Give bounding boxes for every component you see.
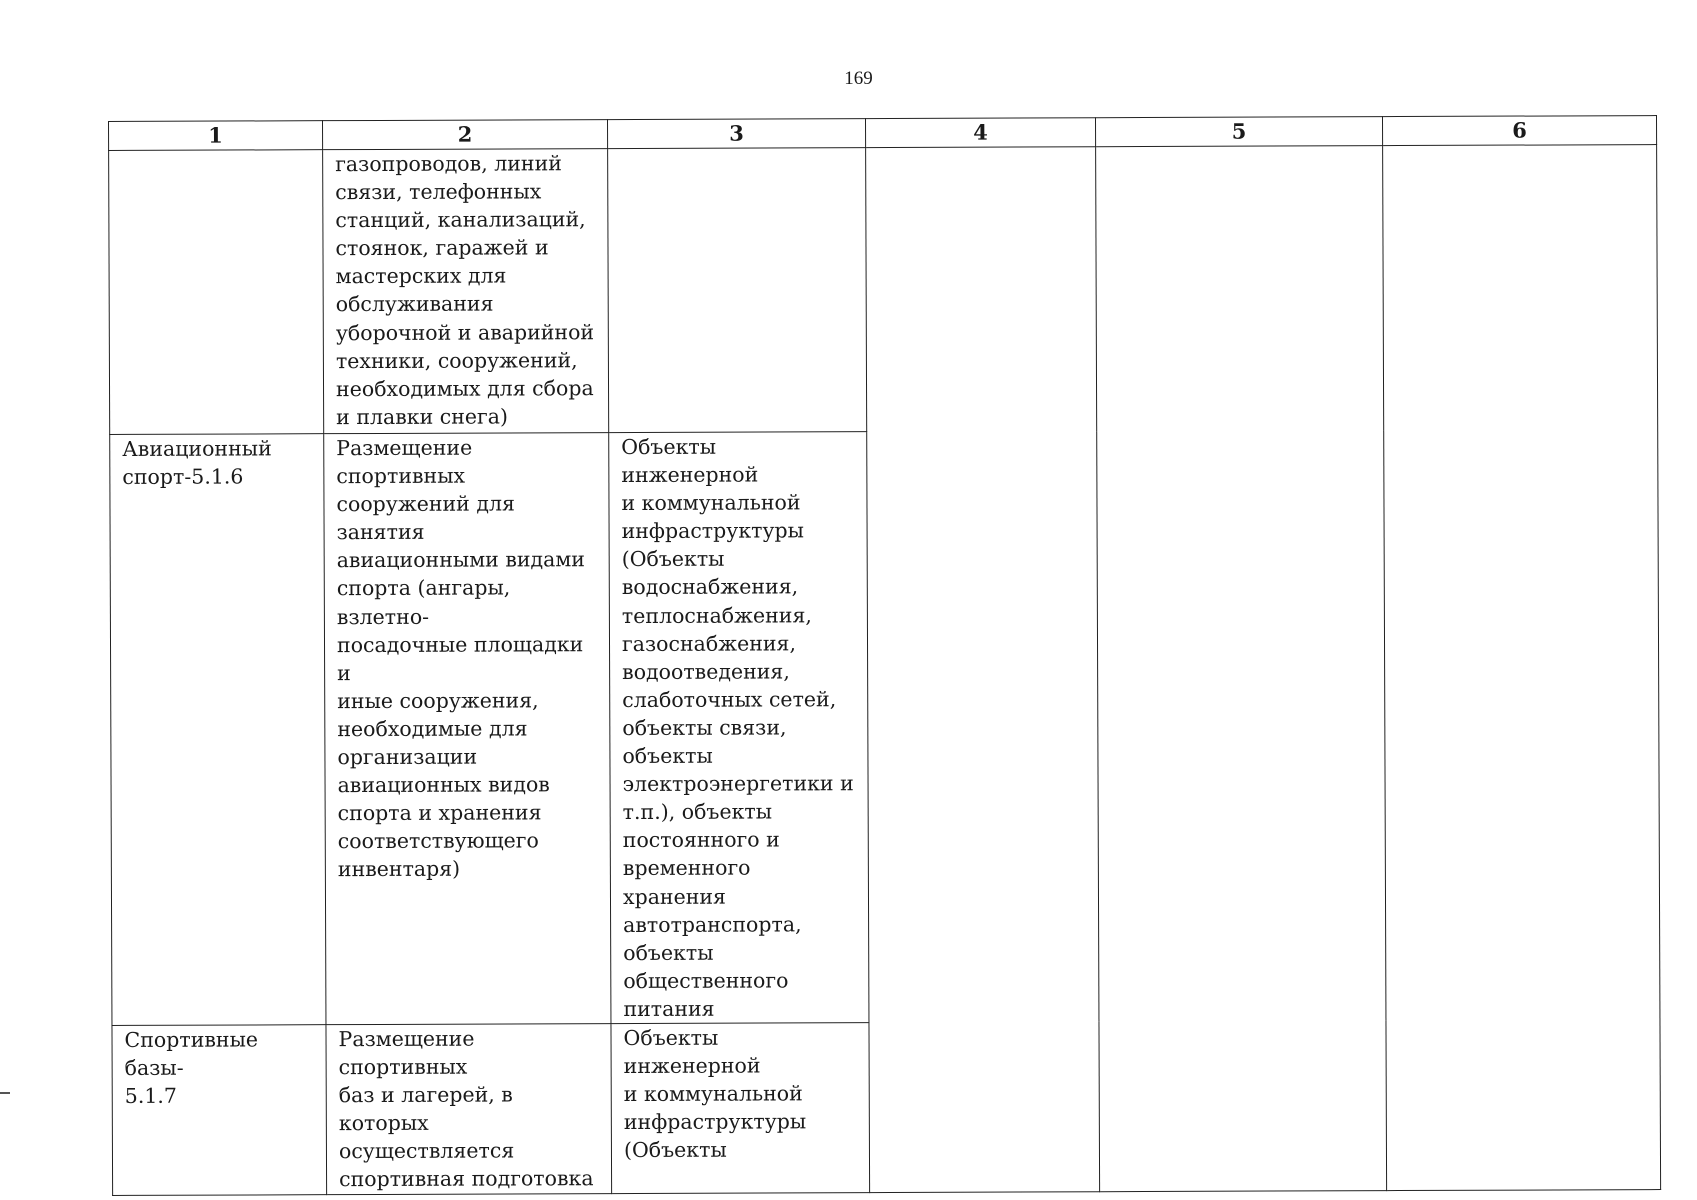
- row1-col1-text: [121, 150, 314, 151]
- scan-edge-mark: [0, 1092, 10, 1094]
- row3-col2-text: Размещение спортивных баз и лагерей, в которых осуществляется спортивная подготовка: [338, 1026, 594, 1192]
- document-table: [108, 115, 1661, 1195]
- header-col-1: 1: [109, 121, 323, 151]
- row2-col3-text: Объекты инженерной и коммунальной инфраструктуры (Объекты водоснабжения, теплоснабжения, газоснабжения, водоотведения, слаботочных сетей, объекты связи, объекты электроэнергетики и т.п.), объекты постоянного и временного хранения автотранспорта, объекты общественного питания: [621, 434, 854, 1021]
- col6-text: [1395, 145, 1648, 146]
- row1-col2-cell: [323, 149, 609, 434]
- row2-col1-cell: [110, 434, 326, 1026]
- page-number: 169: [844, 68, 873, 89]
- header-col-3: 3: [607, 119, 865, 149]
- row2-col2-cell: [324, 433, 611, 1025]
- header-col-2: 2: [323, 120, 608, 150]
- row2-col3-cell: [609, 432, 869, 1024]
- header-col-6: 6: [1382, 116, 1656, 146]
- row1-col2-text: газопроводов, линий связи, телефонных станций, канализаций, стоянок, гаражей и мастерских для обслуживания уборочной и аварийной техники, сооружений, необходимых для сбора и плавки снега): [335, 151, 595, 429]
- col4-text: [878, 147, 1087, 148]
- header-col-5: 5: [1095, 117, 1382, 147]
- row3-col3-text: Объекты инженерной и коммунальной инфраструктуры (Объекты: [623, 1025, 807, 1163]
- row3-col1-text: Спортивные базы- 5.1.7: [124, 1027, 259, 1109]
- row1-col3-text: [620, 148, 857, 149]
- row2-col2-text: Размещение спортивных сооружений для занятия авиационными видами спорта (ангары, взлетно- посадочные площадки и иные сооружения, необходимые для организации авиационных видов спорта и хранения соответствующего инвентаря): [336, 435, 585, 882]
- row3-col2-cell: [326, 1024, 612, 1195]
- header-col-4: 4: [865, 118, 1095, 148]
- row3-col3-cell: [611, 1023, 870, 1194]
- col6-merged-cell: [1383, 145, 1661, 1191]
- row1-col3-cell: [608, 148, 867, 433]
- col5-merged-cell: [1096, 146, 1387, 1192]
- table-row: [109, 145, 1658, 435]
- col4-merged-cell: [866, 147, 1100, 1192]
- col5-text: [1108, 146, 1374, 147]
- row2-col1-text: Авиационный спорт-5.1.6: [122, 436, 272, 490]
- row1-col1-cell: [109, 150, 324, 435]
- row3-col1-cell: [112, 1025, 327, 1195]
